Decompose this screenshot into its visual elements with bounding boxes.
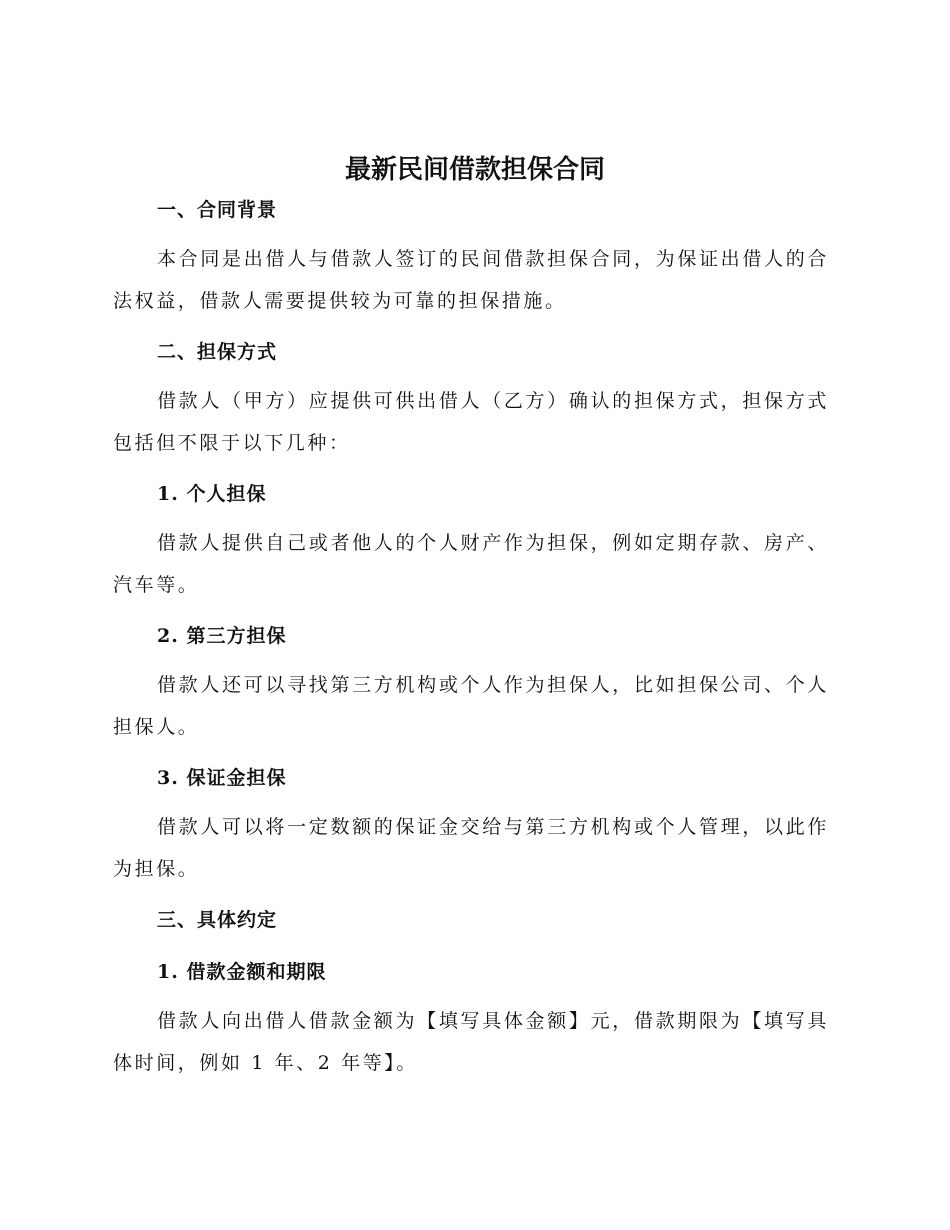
paragraph-guarantee-methods: 借款人（甲方）应提供可供出借人（乙方）确认的担保方式，担保方式包括但不限于以下几种： (113, 390, 829, 454)
subheading-personal-guarantee: 1. 个人担保 (157, 483, 267, 505)
paragraph-loan-amount-term: 借款人向出借人借款金额为【填写具体金额】元，借款期限为【填写具体时间，例如 1 年、2 年等】。 (113, 1010, 829, 1074)
section-heading-background: 一、合同背景 (157, 199, 278, 221)
paragraph-personal-guarantee: 借款人提供自己或者他人的个人财产作为担保，例如定期存款、房产、汽车等。 (113, 532, 829, 596)
section-heading-specific-terms: 三、具体约定 (157, 909, 278, 931)
subheading-loan-amount-term: 1. 借款金额和期限 (157, 961, 327, 983)
document-title: 最新民间借款担保合同 (344, 155, 605, 185)
document-body (113, 188, 829, 1092)
paragraph-background: 本合同是出借人与借款人签订的民间借款担保合同，为保证出借人的合法权益，借款人需要提供较为可靠的担保措施。 (113, 248, 829, 312)
section-heading-guarantee-methods: 二、担保方式 (157, 341, 278, 363)
subheading-third-party-guarantee: 2. 第三方担保 (157, 625, 287, 647)
paragraph-third-party-guarantee: 借款人还可以寻找第三方机构或个人作为担保人，比如担保公司、个人担保人。 (113, 674, 829, 738)
subheading-deposit-guarantee: 3. 保证金担保 (157, 767, 287, 789)
paragraph-deposit-guarantee: 借款人可以将一定数额的保证金交给与第三方机构或个人管理，以此作为担保。 (113, 816, 829, 880)
